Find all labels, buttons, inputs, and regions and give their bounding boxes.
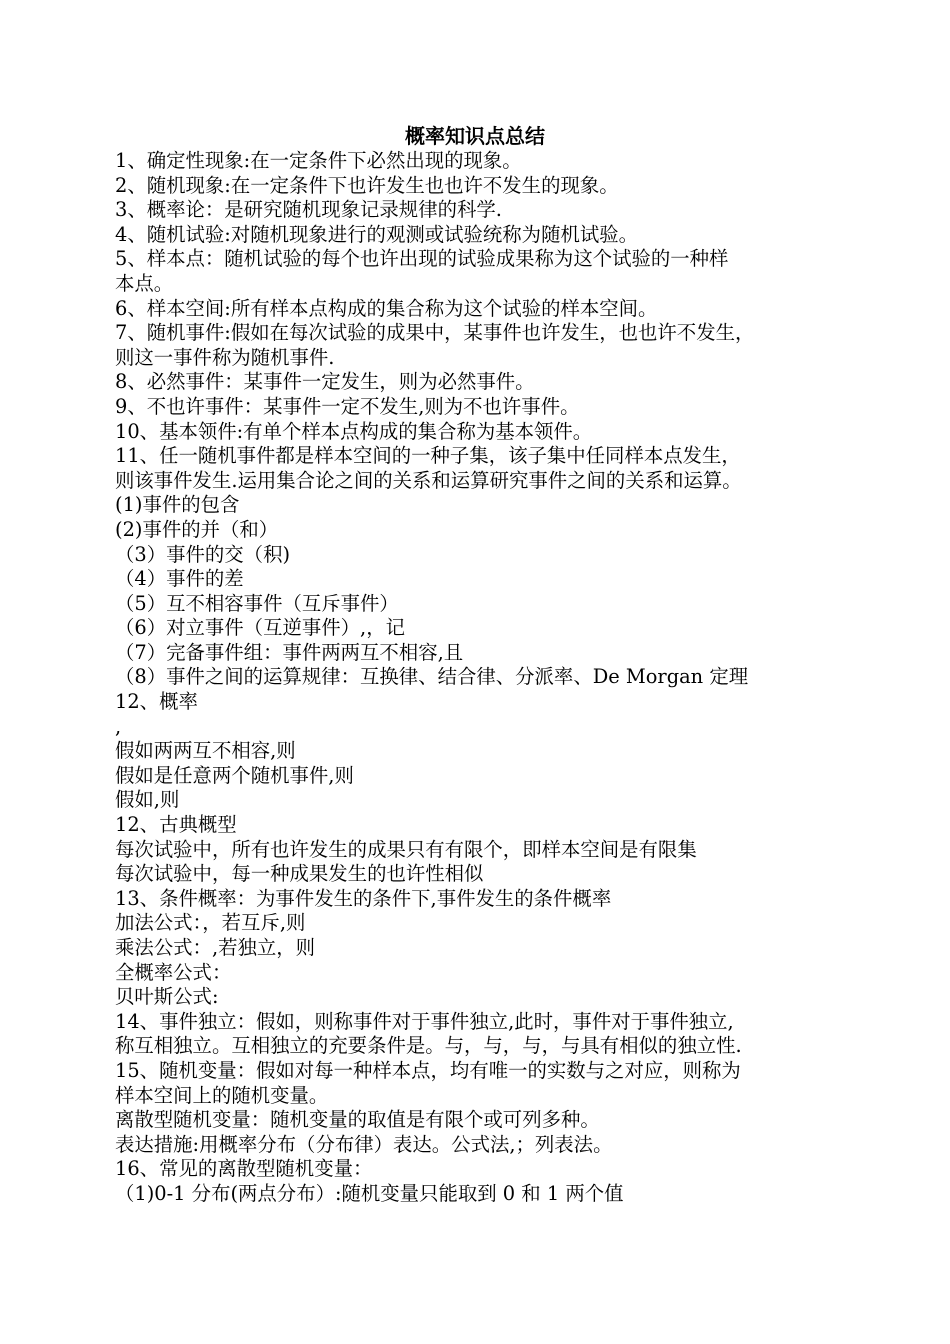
text-line: 假如,则: [115, 788, 180, 812]
text-line: (2)事件的并（和）: [115, 517, 279, 541]
text-line: 假如两两互不相容,则: [115, 739, 296, 763]
text-line: 则该事件发生.运用集合论之间的关系和运算研究事件之间的关系和运算。: [115, 468, 742, 492]
text-line: 2、随机现象:在一定条件下也许发生也也许不发生的现象。: [115, 173, 619, 197]
document-title: 概率知识点总结: [405, 124, 545, 148]
document-body: [115, 149, 845, 1207]
text-line: 假如是任意两个随机事件,则: [115, 763, 354, 787]
text-line: （5）互不相容事件（互斥事件）: [115, 591, 399, 615]
text-line: 1、确定性现象:在一定条件下必然出现的现象。: [115, 149, 522, 172]
text-line: 离散型随机变量：随机变量的取值是有限个或可列多种。: [115, 1108, 600, 1132]
text-line: （7）完备事件组：事件两两互不相容,且: [115, 640, 464, 664]
text-line: 加法公式：，若互斥,则: [115, 911, 306, 935]
text-line: 贝叶斯公式:: [115, 985, 219, 1009]
text-line: 4、随机试验:对随机现象进行的观测或试验统称为随机试验。: [115, 222, 639, 246]
text-line: （4）事件的差: [115, 567, 244, 591]
text-line: 表达措施:用概率分布（分布律）表达。公式法,；列表法。: [115, 1132, 613, 1156]
text-line: 样本空间上的随机变量。: [115, 1083, 329, 1107]
text-line: （3）事件的交（积): [115, 542, 291, 566]
text-line: 则这一事件称为随机事件.: [115, 345, 335, 369]
text-line: 13、条件概率：为事件发生的条件下,事件发生的条件概率: [115, 886, 612, 910]
text-line: 8、必然事件：某事件一定发生，则为必然事件。: [115, 370, 535, 394]
text-line: ,: [115, 714, 122, 738]
text-line: 16、常见的离散型随机变量：: [115, 1157, 373, 1181]
text-line: 每次试验中，所有也许发生的成果只有有限个，即样本空间是有限集: [115, 837, 697, 861]
text-line: 乘法公式：,若独立，则: [115, 936, 316, 959]
text-line: 3、概率论：是研究随机现象记录规律的科学.: [115, 198, 502, 222]
text-line: 11、任一随机事件都是样本空间的一种子集，该子集中任同样本点发生，: [115, 444, 741, 468]
text-line: 7、随机事件:假如在每次试验的成果中，某事件也许发生，也也许不发生，: [115, 321, 755, 345]
text-line: （8）事件之间的运算规律：互换律、结合律、分派率、De Morgan 定理: [115, 665, 749, 689]
text-line: 5、样本点：随机试验的每个也许出现的试验成果称为这个试验的一种样: [115, 247, 729, 271]
text-line: (1)事件的包含: [115, 493, 240, 517]
text-line: 称互相独立。互相独立的充要条件是。与，与，与，与具有相似的独立性.: [115, 1034, 742, 1058]
text-line: 12、古典概型: [115, 813, 237, 837]
text-line: 每次试验中，每一种成果发生的也许性相似: [115, 862, 484, 886]
text-line: （6）对立事件（互逆事件）,，记: [115, 616, 405, 640]
text-line: 15、随机变量：假如对每一种样本点，均有唯一的实数与之对应，则称为: [115, 1058, 741, 1082]
text-line: 本点。: [115, 271, 174, 295]
text-line: （1)0-1 分布(两点分布）:随机变量只能取到 0 和 1 两个值: [115, 1181, 624, 1205]
text-line: 14、事件独立：假如，则称事件对于事件独立,此时，事件对于事件独立,: [115, 1009, 734, 1033]
text-line: 12、概率: [115, 690, 198, 714]
text-line: 6、样本空间:所有样本点构成的集合称为这个试验的样本空间。: [115, 296, 658, 320]
text-line: 10、基本领件:有单个样本点构成的集合称为基本领件。: [115, 419, 593, 443]
text-line: 全概率公式：: [115, 960, 232, 984]
text-line: 9、不也许事件：某事件一定不发生,则为不也许事件。: [115, 394, 580, 418]
